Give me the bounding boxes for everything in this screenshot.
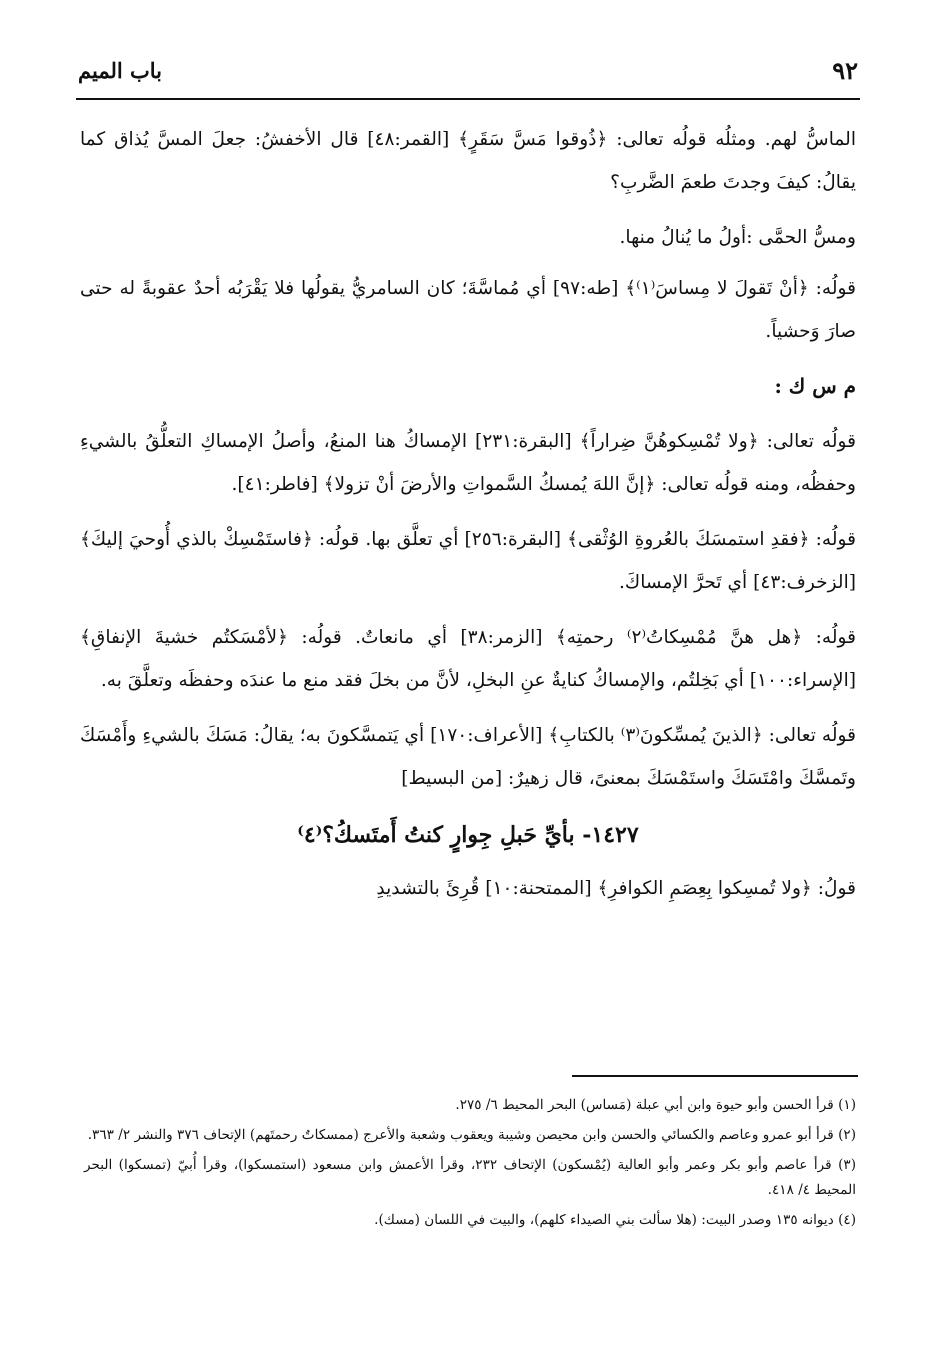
footnotes	[84, 1093, 856, 1238]
paragraph-2: ومسُّ الحمَّى :أولُ ما يُنالُ منها.	[619, 227, 856, 248]
paragraph-5: قولُه: ﴿فقدِ استمسَكَ بالعُروةِ الوُثْقى﴾ [البقرة:٢٥٦] أي تعلَّق بها. قولُه: ﴿فاستَمْسِكْ بالذي أُوحيَ إليكَ﴾ [الزخرف:٤٣] أي تَحرَّ الإمساكَ.	[80, 529, 857, 593]
paragraph-1: الماسُّ لهم. ومثلُه قولُه تعالى: ﴿ذُوقوا مَسَّ سَقَرٍ﴾ [القمر:٤٨] قال الأخفشُ: جعلَ المسَّ يُذاق كما يقالُ: كيفَ وجدتَ طعمَ الضَّربِ؟	[80, 129, 856, 193]
paragraph-7: قولُه تعالى: ﴿الذينَ يُمسِّكونَ⁽٣⁾ بالكتابِ﴾ [الأعراف:١٧٠] أي يَتمسَّكونَ به؛ يقالُ: مَسَكَ بالشيءِ وأَمْسَكَ وتَمسَّكَ وامْتَسَكَ واستَمْسَكَ بمعنىً، قال زهيرٌ: [من البسيط]	[80, 725, 856, 789]
footnote-rule	[572, 1075, 858, 1077]
entry-heading: م س ك :	[774, 374, 856, 398]
paragraph-8: قولُ: ﴿ولا تُمسِكوا بِعِصَمِ الكوافرِ﴾ [الممتحنة:١٠] قُرِئَ بالتشديدِ	[376, 878, 856, 899]
chapter-title: باب الميم	[78, 58, 163, 83]
page-number: ٩٢	[832, 56, 858, 85]
paragraph-6: قولُه: ﴿هل هنَّ مُمْسِكاتُ⁽٢⁾ رحمتِه﴾ [الزمر:٣٨] أي مانعاتٌ. قولُه: ﴿لأمْسَكتُم خشيةَ الإنفاقِ﴾ [الإسراء:١٠٠] أي بَخِلتُم، والإمساكُ كنايةٌ عنِ البخلِ، لأنَّ من بخلَ فقد منع ما عندَه وحفظَه وتعلَّقَ به.	[80, 627, 856, 691]
footnote: (٤) ديوانه ١٣٥ وصدر البيت: (هلا سألت بني الصيداء كلهم)، والبيت في اللسان (مسك).	[374, 1212, 856, 1228]
poem-verse: ١٤٢٧- بأيِّ حَبلِ جِوارٍ كنتُ أَمتَسكُ؟⁽٤⁾	[297, 822, 639, 848]
footnote: (٣) قرأ عاصم وأبو بكر وعمر وأبو العالية (يُمْسكون) الإتحاف ٢٣٢، وقرأ الأعمش وابن مسعود (استمسكوا)، وقرأ أُبيّ (تمسكوا) البحر المحيط ٤/ ٤١٨.	[84, 1157, 856, 1198]
paragraph-3: قولُه: ﴿أنْ تَقولَ لا مِساسَ⁽١⁾﴾ [طه:٩٧] أي مُماسَّةَ؛ كان السامريُّ يقولُها فلا يَقْرَبُه أحدٌ عقوبةً له حتى صارَ وَحشياً.	[80, 278, 856, 342]
paragraph-4: قولُه تعالى: ﴿ولا تُمْسِكوهُنَّ ضِراراً﴾ [البقرة:٢٣١] الإمساكُ هنا المنعُ، وأصلُ الإمساكِ التعلُّقُ بالشيءِ وحفظُه، ومنه قولُه تعالى: ﴿إنَّ اللهَ يُمسكُ السَّمواتِ والأرضَ أنْ تزولا﴾ [فاطر:٤١].	[80, 431, 856, 495]
footnote: (١) قرأ الحسن وأبو حيوة وابن أبي عبلة (مَساس) البحر المحيط ٦/ ٢٧٥.	[455, 1097, 856, 1113]
header-rule	[76, 98, 860, 100]
running-header	[78, 52, 858, 92]
footnote: (٢) قرأ أبو عمرو وعاصم والكسائي والحسن وابن محيصن وشيبة ويعقوب وشعبة والأعرج (ممسكاتٌ رحمتَهم) الإتحاف ٣٧٦ والنشر ٢/ ٣٦٣.	[87, 1127, 856, 1143]
main-text	[80, 118, 856, 922]
